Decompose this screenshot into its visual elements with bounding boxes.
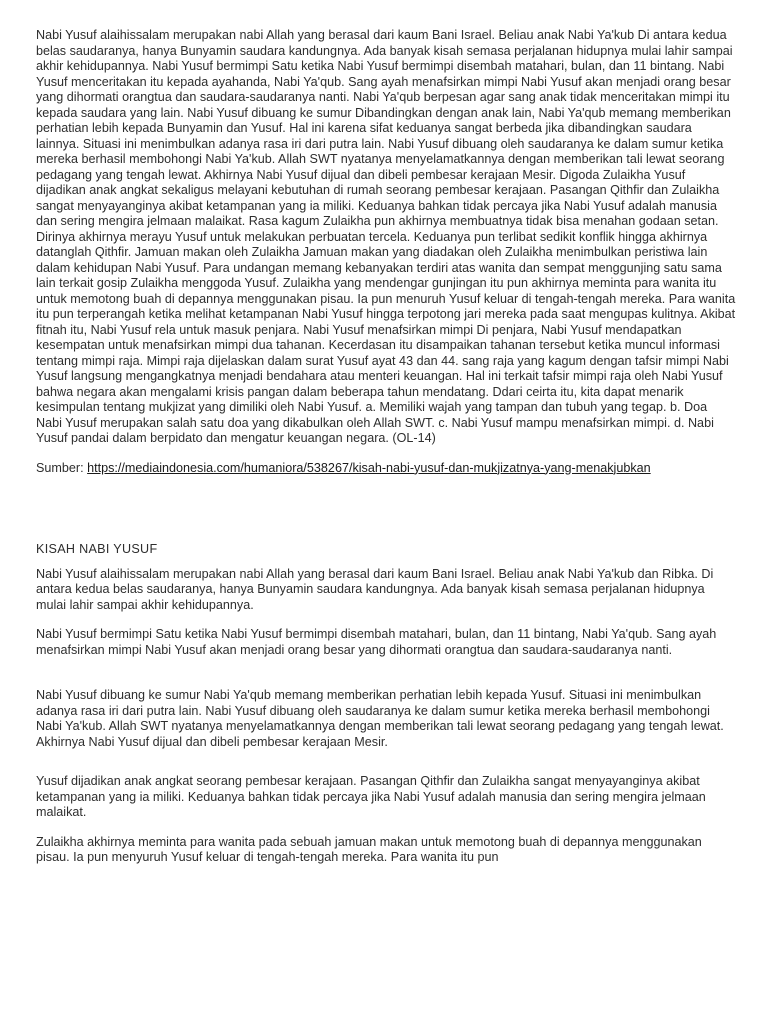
- source-link[interactable]: https://mediaindonesia.com/humaniora/538267/kisah-nabi-yusuf-dan-mukjizatnya-yang-menakjubkan: [87, 460, 651, 475]
- story-paragraph-3: Nabi Yusuf dibuang ke sumur Nabi Ya'qub memang memberikan perhatian lebih kepada Yusuf. Situasi ini menimbulkan adanya rasa iri dari putra lain. Nabi Yusuf dibuang oleh saudaranya ke dalam sumur ketika mereka berhasil membohongi Nabi Ya'kub. Allah SWT nyatanya menyelamatkannya dengan memberikan tali lewat seorang pedagang yang tengah lewat. Akhirnya Nabi Yusuf dijual dan dibeli pembesar kerajaan Mesir.: [36, 688, 724, 749]
- source-line: [36, 461, 736, 477]
- story-paragraph-4: Yusuf dijadikan anak angkat seorang pembesar kerajaan. Pasangan Qithfir dan Zulaikha sangat menyayanginya akibat ketampanan yang ia miliki. Keduanya bahkan tidak percaya jika Nabi Yusuf adalah manusia dan sering mengira jelmaan malaikat.: [36, 774, 706, 819]
- source-label: Sumber:: [36, 460, 88, 475]
- story-paragraph-5: Zulaikha akhirnya meminta para wanita pada sebuah jamuan makan untuk memotong buah di depannya menggunakan pisau. Ia pun menyuruh Yusuf keluar di tengah-tengah mereka. Para wanita itu pun: [36, 834, 702, 864]
- document-page: [36, 28, 736, 866]
- story-paragraph-2: Nabi Yusuf bermimpi Satu ketika Nabi Yusuf bermimpi disembah matahari, bulan, dan 11 bintang, Nabi Ya'qub. Sang ayah menafsirkan mimpi Nabi Yusuf akan menjadi orang besar yang dihormati orangtua dan saudara-saudaranya nanti.: [36, 627, 717, 657]
- article-long-paragraph: Nabi Yusuf alaihissalam merupakan nabi Allah yang berasal dari kaum Bani Israel. Beliau anak Nabi Ya'kub Di antara kedua belas saudaranya, hanya Bunyamin saudara kandungnya. Ada banyak kisah semasa perjalanan hidupnya mulai lahir sampai akhir kehidupannya. Nabi Yusuf bermimpi Satu ketika Nabi Yusuf bermimpi disembah matahari, bulan, dan 11 bintang. Nabi Yusuf menceritakan itu kepada ayahanda, Nabi Ya'qub. Sang ayah menafsirkan mimpi Nabi Yusuf akan menjadi orang besar yang dihormati orangtua dan saudara-saudaranya nanti. Nabi Ya'qub berpesan agar sang anak tidak menceritakan mimpi itu kepada saudara yang lain. Nabi Yusuf dibuang ke sumur Dibandingkan dengan anak lain, Nabi Ya'qub memang memberikan perhatian lebih kepada Bunyamin dan Yusuf. Hal ini karena sifat keduanya sangat berbeda jika dibandingkan saudara lainnya. Situasi ini menimbulkan adanya rasa iri dari putra lain. Nabi Yusuf dibuang oleh saudaranya ke dalam sumur ketika mereka berhasil membohongi Nabi Ya'kub. Allah SWT nyatanya menyelamatkannya dengan memberikan tali lewat seorang pedagang yang tengah lewat. Akhirnya Nabi Yusuf dijual dan dibeli pembesar kerajaan Mesir. Digoda Zulaikha Yusuf dijadikan anak angkat sekaligus melayani kebutuhan di rumah seorang pembesar kerajaan. Pasangan Qithfir dan Zulaikha sangat menyayanginya akibat ketampanan yang ia miliki. Keduanya bahkan tidak percaya jika Nabi Yusuf adalah manusia dan sering mengira jelmaan malaikat. Rasa kagum Zulaikha pun akhirnya membuatnya tidak bisa menahan godaan setan. Dirinya akhirnya merayu Yusuf untuk melakukan perbuatan tercela. Keduanya pun terlibat sedikit konflik hingga akhirnya datanglah Qithfir. Jamuan makan oleh Zulaikha Jamuan makan yang diadakan oleh Zulaikha menimbulkan peristiwa lain dalam kehidupan Nabi Yusuf. Para undangan memang kebanyakan terdiri atas wanita dan sempat menggunjing satu sama lain terkait gosip Zulaikha menggoda Yusuf. Zulaikha yang mendengar gunjingan itu pun akhirnya meminta para wanita itu untuk memotong buah di depannya menggunakan pisau. Ia pun menuruh Yusuf keluar di tengah-tengah mereka. Para wanita itu pun terperangah ketika melihat ketampanan Nabi Yusuf hingga terpotong jari mereka pada saat mengupas kulitnya. Akibat fitnah itu, Nabi Yusuf rela untuk masuk penjara. Nabi Yusuf menafsirkan mimpi Di penjara, Nabi Yusuf mendapatkan kesempatan untuk menafsirkan mimpi dua tahanan. Kecerdasan itu disampaikan tahanan tersebut ketika muncul informasi tentang mimpi raja. Mimpi raja dijelaskan dalam surat Yusuf ayat 43 dan 44. sang raja yang kagum dengan tafsir mimpi Nabi Yusuf langsung mengangkatnya menjadi bendahara atau menteri keuangan. Hal ini terkait tafsir mimpi raja oleh Nabi Yusuf bahwa negara akan mengalami krisis pangan dalam beberapa tahun mendatang. Ddari ceirta itu, kita dapat menarik kesimpulan tentang mukjizat yang dimiliki oleh Nabi Yusuf. a. Memiliki wajah yang tampan dan tubuh yang tegap. b. Doa Nabi Yusuf merupakan salah satu doa yang dikabulkan oleh Allah SWT. c. Nabi Yusuf mampu menafsirkan mimpi. d. Nabi Yusuf pandai dalam berpidato dan mengatur keuangan negara. (OL-14): [36, 28, 736, 445]
- story-paragraph-1: Nabi Yusuf alaihissalam merupakan nabi Allah yang berasal dari kaum Bani Israel. Beliau anak Nabi Ya'kub dan Ribka. Di antara kedua belas saudaranya, hanya Bunyamin saudara kandungnya. Ada banyak kisah semasa perjalanan hidupnya mulai lahir sampai akhir kehidupannya.: [36, 566, 714, 612]
- section-heading: KISAH NABI YUSUF: [36, 542, 158, 556]
